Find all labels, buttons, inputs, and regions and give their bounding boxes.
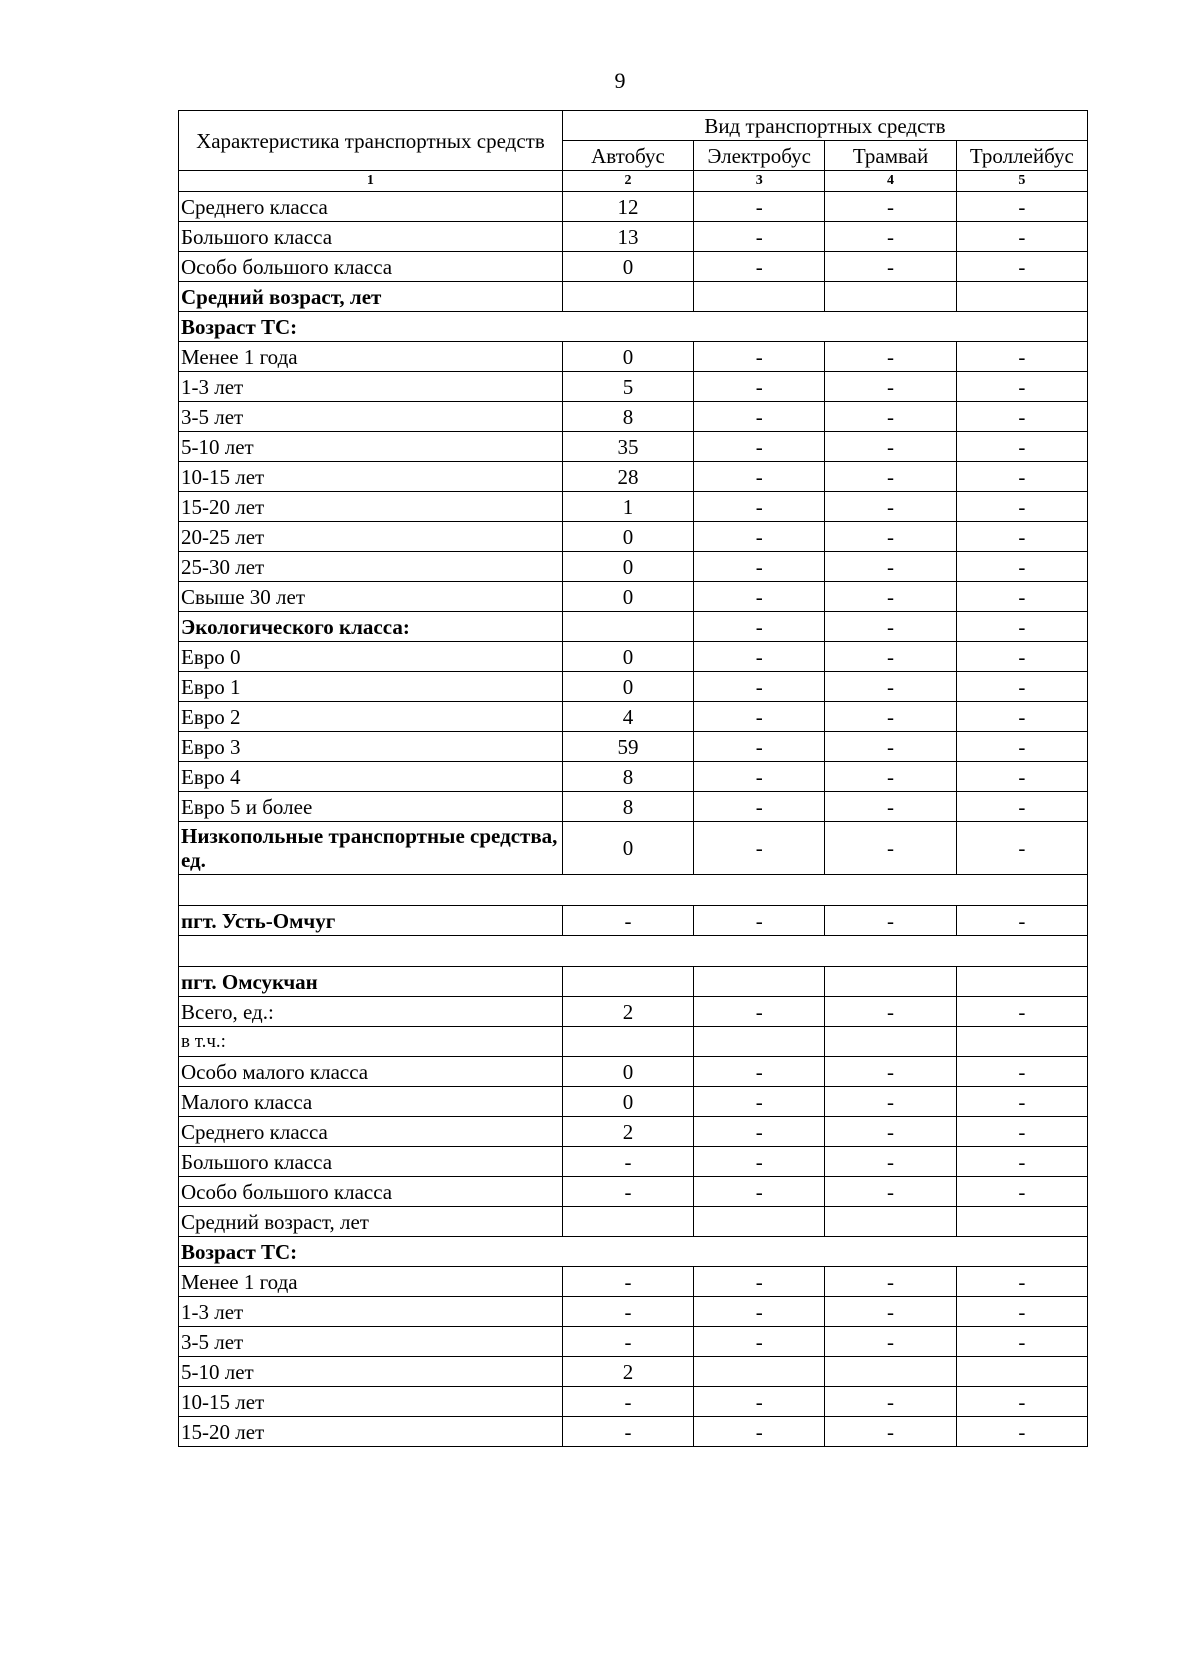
value-cell: - (825, 672, 956, 702)
header-group: Вид транспортных средств (562, 111, 1087, 141)
value-cell: - (562, 1147, 693, 1177)
value-cell: - (825, 1417, 956, 1447)
value-cell: 0 (562, 252, 693, 282)
value-cell: - (956, 372, 1087, 402)
value-cell: - (956, 906, 1087, 936)
value-cell: - (956, 1297, 1087, 1327)
value-cell: - (956, 1117, 1087, 1147)
row-label: Среднего класса (179, 192, 563, 222)
row-label: Возраст ТС: (179, 312, 1088, 342)
table-row (179, 762, 1088, 792)
row-label: Экологического класса: (179, 612, 563, 642)
value-cell: - (694, 906, 825, 936)
value-cell (562, 1027, 693, 1057)
value-cell: 13 (562, 222, 693, 252)
table-row (179, 1357, 1088, 1387)
value-cell: - (694, 732, 825, 762)
value-cell: - (825, 582, 956, 612)
value-cell: - (825, 702, 956, 732)
table-row (179, 282, 1088, 312)
value-cell: - (956, 822, 1087, 875)
value-cell: - (825, 372, 956, 402)
value-cell: - (825, 1177, 956, 1207)
value-cell: - (825, 252, 956, 282)
table-row (179, 1267, 1088, 1297)
table-row (179, 792, 1088, 822)
row-label: Евро 5 и более (179, 792, 563, 822)
value-cell: - (694, 462, 825, 492)
value-cell: - (825, 192, 956, 222)
value-cell: - (694, 552, 825, 582)
value-cell: 0 (562, 822, 693, 875)
value-cell: - (825, 1297, 956, 1327)
value-cell: - (825, 1267, 956, 1297)
value-cell: - (956, 1177, 1087, 1207)
value-cell: - (562, 1327, 693, 1357)
value-cell (825, 1027, 956, 1057)
value-cell: 8 (562, 402, 693, 432)
value-cell: - (694, 342, 825, 372)
value-cell: - (956, 462, 1087, 492)
table-row (179, 372, 1088, 402)
value-cell: - (956, 252, 1087, 282)
value-cell: 12 (562, 192, 693, 222)
value-cell: - (825, 906, 956, 936)
table-row (179, 582, 1088, 612)
value-cell: - (694, 492, 825, 522)
value-cell: - (825, 462, 956, 492)
table-row (179, 875, 1088, 906)
value-cell: - (956, 732, 1087, 762)
value-cell (694, 967, 825, 997)
value-cell: - (562, 1387, 693, 1417)
row-label: 3-5 лет (179, 402, 563, 432)
value-cell: - (956, 342, 1087, 372)
table-row (179, 732, 1088, 762)
value-cell: 0 (562, 642, 693, 672)
table-row (179, 492, 1088, 522)
value-cell (956, 1207, 1087, 1237)
value-cell: - (825, 342, 956, 372)
row-label: пгт. Усть-Омчуг (179, 906, 563, 936)
value-cell: - (694, 192, 825, 222)
value-cell: - (956, 1087, 1087, 1117)
value-cell: - (825, 822, 956, 875)
value-cell: - (694, 1267, 825, 1297)
value-cell: - (825, 732, 956, 762)
header-title: Характеристика транспортных средств (179, 111, 563, 171)
value-cell: - (694, 1297, 825, 1327)
value-cell: - (956, 522, 1087, 552)
table-row (179, 1237, 1088, 1267)
table-row (179, 342, 1088, 372)
value-cell: 28 (562, 462, 693, 492)
value-cell (825, 1207, 956, 1237)
value-cell: - (694, 702, 825, 732)
table-row (179, 642, 1088, 672)
table-row (179, 1387, 1088, 1417)
table-row (179, 967, 1088, 997)
table-row (179, 432, 1088, 462)
value-cell (825, 967, 956, 997)
value-cell: 59 (562, 732, 693, 762)
value-cell: - (956, 997, 1087, 1027)
table-row (179, 997, 1088, 1027)
row-label: Свыше 30 лет (179, 582, 563, 612)
value-cell: - (956, 582, 1087, 612)
value-cell: - (956, 432, 1087, 462)
value-cell: - (825, 1057, 956, 1087)
value-cell (562, 282, 693, 312)
table-row (179, 1117, 1088, 1147)
column-header-trolleybus: Троллейбус (956, 141, 1087, 171)
value-cell (562, 1207, 693, 1237)
value-cell: - (562, 1417, 693, 1447)
value-cell: - (956, 672, 1087, 702)
row-label: 1-3 лет (179, 372, 563, 402)
row-label: 10-15 лет (179, 1387, 563, 1417)
row-label: 10-15 лет (179, 462, 563, 492)
table-row (179, 906, 1088, 936)
table-row (179, 1327, 1088, 1357)
value-cell (694, 282, 825, 312)
value-cell: - (694, 1057, 825, 1087)
value-cell: - (694, 1147, 825, 1177)
row-label: Особо большого класса (179, 1177, 563, 1207)
value-cell: - (825, 1087, 956, 1117)
row-label: Евро 1 (179, 672, 563, 702)
table-row (179, 1147, 1088, 1177)
value-cell: - (562, 1177, 693, 1207)
column-number: 1 (179, 171, 563, 192)
row-label: 5-10 лет (179, 1357, 563, 1387)
table-row (179, 1087, 1088, 1117)
value-cell: 0 (562, 1057, 693, 1087)
value-cell: - (956, 1387, 1087, 1417)
value-cell: - (956, 642, 1087, 672)
value-cell: - (694, 522, 825, 552)
row-label: Особо большого класса (179, 252, 563, 282)
table-row (179, 552, 1088, 582)
page-number: 9 (614, 68, 626, 93)
table-body (179, 192, 1088, 1447)
value-cell: - (694, 1327, 825, 1357)
value-cell: - (956, 222, 1087, 252)
value-cell: - (825, 1327, 956, 1357)
value-cell: - (956, 792, 1087, 822)
row-label: 25-30 лет (179, 552, 563, 582)
table-row (179, 1177, 1088, 1207)
value-cell (956, 1027, 1087, 1057)
value-cell (825, 1357, 956, 1387)
column-number: 2 (562, 171, 693, 192)
column-header-electrobus: Электробус (694, 141, 825, 171)
value-cell: - (956, 1417, 1087, 1447)
row-label: Большого класса (179, 222, 563, 252)
value-cell: - (956, 402, 1087, 432)
value-cell: 0 (562, 552, 693, 582)
value-cell: - (825, 552, 956, 582)
value-cell: - (694, 642, 825, 672)
table-row (179, 822, 1088, 875)
spacer-cell (179, 936, 1088, 967)
value-cell (694, 1357, 825, 1387)
row-label: 1-3 лет (179, 1297, 563, 1327)
value-cell (562, 967, 693, 997)
transport-table (178, 110, 1088, 1447)
column-number: 5 (956, 171, 1087, 192)
table-row (179, 1297, 1088, 1327)
row-label: Большого класса (179, 1147, 563, 1177)
value-cell: 0 (562, 1087, 693, 1117)
value-cell: 1 (562, 492, 693, 522)
table-row (179, 312, 1088, 342)
row-label: в т.ч.: (179, 1027, 563, 1057)
value-cell: - (825, 402, 956, 432)
value-cell: - (562, 1297, 693, 1327)
value-cell: - (694, 762, 825, 792)
value-cell: - (825, 1117, 956, 1147)
value-cell: 8 (562, 792, 693, 822)
value-cell: 2 (562, 1357, 693, 1387)
value-cell: 0 (562, 672, 693, 702)
table-row (179, 192, 1088, 222)
value-cell: - (956, 612, 1087, 642)
value-cell: 0 (562, 342, 693, 372)
value-cell: - (694, 432, 825, 462)
value-cell: - (956, 1147, 1087, 1177)
value-cell: - (825, 1147, 956, 1177)
column-header-tram: Трамвай (825, 141, 956, 171)
table-row (179, 1027, 1088, 1057)
table-row (179, 936, 1088, 967)
value-cell: - (956, 492, 1087, 522)
value-cell: - (694, 1117, 825, 1147)
value-cell: - (825, 612, 956, 642)
value-cell: - (956, 1057, 1087, 1087)
table-row (179, 612, 1088, 642)
value-cell: 4 (562, 702, 693, 732)
row-label: 3-5 лет (179, 1327, 563, 1357)
table-row (179, 672, 1088, 702)
value-cell: - (694, 582, 825, 612)
value-cell: - (562, 906, 693, 936)
value-cell (956, 282, 1087, 312)
row-label: Евро 2 (179, 702, 563, 732)
table-row (179, 1207, 1088, 1237)
value-cell: 8 (562, 762, 693, 792)
value-cell: - (956, 762, 1087, 792)
table-row (179, 222, 1088, 252)
value-cell (562, 612, 693, 642)
value-cell: - (694, 612, 825, 642)
row-label: Всего, ед.: (179, 997, 563, 1027)
value-cell (956, 967, 1087, 997)
value-cell: 5 (562, 372, 693, 402)
value-cell: - (825, 1387, 956, 1417)
value-cell: - (562, 1267, 693, 1297)
table-row (179, 252, 1088, 282)
value-cell: 0 (562, 582, 693, 612)
value-cell: - (956, 1327, 1087, 1357)
table-row (179, 522, 1088, 552)
value-cell: - (825, 642, 956, 672)
value-cell: - (694, 1177, 825, 1207)
value-cell: - (825, 492, 956, 522)
value-cell: - (956, 192, 1087, 222)
value-cell: - (694, 222, 825, 252)
row-label: Средний возраст, лет (179, 1207, 563, 1237)
table-row (179, 402, 1088, 432)
value-cell (694, 1027, 825, 1057)
row-label: пгт. Омсукчан (179, 967, 563, 997)
row-label: Евро 0 (179, 642, 563, 672)
value-cell: - (694, 672, 825, 702)
row-label: Евро 3 (179, 732, 563, 762)
value-cell: - (694, 402, 825, 432)
value-cell: - (694, 252, 825, 282)
value-cell: 2 (562, 1117, 693, 1147)
row-label: Низкопольные транспортные средства, ед. (179, 822, 563, 875)
row-label: 20-25 лет (179, 522, 563, 552)
table-row (179, 1417, 1088, 1447)
value-cell: - (825, 522, 956, 552)
value-cell: - (694, 1087, 825, 1117)
column-header-bus: Автобус (562, 141, 693, 171)
value-cell: 0 (562, 522, 693, 552)
row-label: Менее 1 года (179, 342, 563, 372)
row-label: Малого класса (179, 1087, 563, 1117)
row-label: Возраст ТС: (179, 1237, 1088, 1267)
column-number: 4 (825, 171, 956, 192)
table-row (179, 702, 1088, 732)
row-label: 5-10 лет (179, 432, 563, 462)
value-cell: - (956, 1267, 1087, 1297)
value-cell: - (825, 762, 956, 792)
table-row (179, 1057, 1088, 1087)
value-cell: 35 (562, 432, 693, 462)
row-label: 15-20 лет (179, 492, 563, 522)
row-label: Менее 1 года (179, 1267, 563, 1297)
value-cell: - (825, 997, 956, 1027)
value-cell: - (694, 1387, 825, 1417)
value-cell: 2 (562, 997, 693, 1027)
value-cell: - (825, 792, 956, 822)
value-cell: - (825, 432, 956, 462)
value-cell (694, 1207, 825, 1237)
value-cell: - (825, 222, 956, 252)
value-cell (825, 282, 956, 312)
value-cell: - (956, 702, 1087, 732)
row-label: Евро 4 (179, 762, 563, 792)
value-cell: - (694, 997, 825, 1027)
value-cell: - (694, 822, 825, 875)
column-number: 3 (694, 171, 825, 192)
row-label: Среднего класса (179, 1117, 563, 1147)
spacer-cell (179, 875, 1088, 906)
value-cell: - (694, 372, 825, 402)
row-label: Средний возраст, лет (179, 282, 563, 312)
value-cell: - (694, 1417, 825, 1447)
row-label: Особо малого класса (179, 1057, 563, 1087)
row-label: 15-20 лет (179, 1417, 563, 1447)
table-row (179, 462, 1088, 492)
value-cell (956, 1357, 1087, 1387)
value-cell: - (694, 792, 825, 822)
value-cell: - (956, 552, 1087, 582)
